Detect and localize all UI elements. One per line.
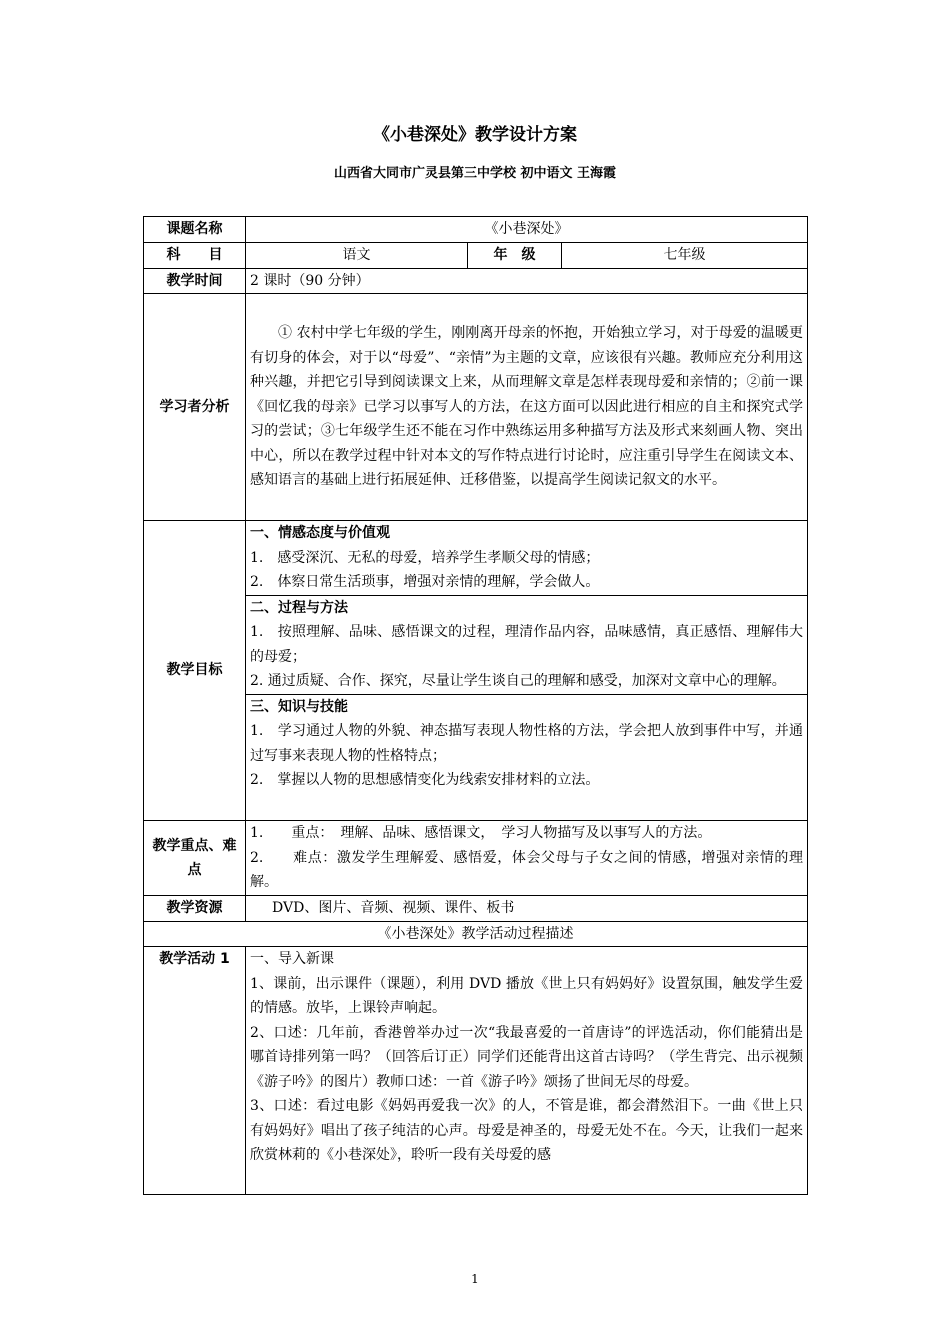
goals-section-knowledge bbox=[246, 695, 807, 793]
row-activity-1 bbox=[144, 947, 808, 1195]
goal-item: 1. 学习通过人物的外貌、神态描写表现人物性格的方法，学会把人放到事件中写，并通过写事来表现人物的性格特点； bbox=[250, 723, 803, 764]
row-subject bbox=[144, 242, 808, 268]
activity-paragraph: 3、口述：看过电影《妈妈再爱我一次》的人，不管是谁，都会潸然泪下。一曲《世上只有妈妈好》唱出了孩子纯洁的心声。母爱是神圣的，母爱无处不在。今天，让我们一起来欣赏林莉的《小巷深处》，聆听一段有关母爱的感 bbox=[250, 1098, 803, 1163]
key-points-content bbox=[246, 821, 808, 896]
lesson-plan-table bbox=[143, 216, 808, 1195]
learner-analysis-label: 学习者分析 bbox=[144, 294, 246, 521]
document-title: 《小巷深处》教学设计方案 bbox=[373, 125, 577, 145]
page-number: 1 bbox=[471, 1272, 479, 1286]
activity-heading: 一、导入新课 bbox=[250, 951, 334, 967]
subject-label: 科 目 bbox=[144, 242, 246, 268]
goals-section-process bbox=[246, 596, 807, 695]
activity-paragraph: 1、课前，出示课件（课题），利用 DVD 播放《世上只有妈妈好》设置氛围，触发学生爱的情感。放毕，上课铃声响起。 bbox=[250, 975, 803, 1016]
resources-value: DVD、图片、音频、视频、课件、板书 bbox=[246, 896, 808, 922]
row-learner-analysis bbox=[144, 294, 808, 521]
activity-1-label: 教学活动 1 bbox=[144, 947, 246, 1195]
goal-item: 1. 感受深沉、无私的母爱，培养学生孝顺父母的情感； bbox=[250, 549, 600, 566]
goals-section-emotion bbox=[246, 521, 807, 596]
goal-item: 2. 掌握以人物的思想感情变化为线索安排材料的立法。 bbox=[250, 772, 600, 788]
row-key-points bbox=[144, 821, 808, 896]
key-points-label: 教学重点、难点 bbox=[144, 821, 246, 896]
activity-1-content bbox=[246, 947, 808, 1195]
course-name-label: 课题名称 bbox=[144, 217, 246, 243]
subject-value: 语文 bbox=[246, 242, 468, 268]
goal-item: 2. 通过质疑、合作、探究，尽量让学生谈自己的理解和感受，加深对文章中心的理解。 bbox=[250, 673, 786, 689]
row-course-name bbox=[144, 217, 808, 243]
key-point-item: 2. 难点：激发学生理解爱、感悟爱，体会父母与子女之间的情感，增强对亲情的理解。 bbox=[250, 849, 803, 890]
grade-value: 七年级 bbox=[562, 242, 808, 268]
activity-paragraph: 2、口述：几年前，香港曾举办过一次“我最喜爱的一首唐诗”的评选活动，你们能猜出是哪首诗排列第一吗？（回答后订正）同学们还能背出这首古诗吗？（学生背完、出示视频《游子吟》的图片）教师口述：一首《游子吟》颂扬了世间无尽的母爱。 bbox=[250, 1024, 803, 1090]
goal-item: 1. 按照理解、品味、感悟课文的过程，理清作品内容，品味感情，真正感悟、理解伟大的母爱； bbox=[250, 624, 803, 665]
grade-label: 年 级 bbox=[468, 242, 562, 268]
teaching-time-value: 2 课时（90 分钟） bbox=[246, 268, 808, 294]
row-teaching-goals bbox=[144, 521, 808, 821]
goal-item: 2. 体察日常生活琐事，增强对亲情的理解，学会做人。 bbox=[250, 574, 600, 590]
learner-analysis-text: ① 农村中学七年级的学生，刚刚离开母亲的怀抱，开始独立学习，对于母爱的温暖更有切身的体会，对于以“母爱”、“亲情”为主题的文章，应该很有兴趣。教师应充分利用这种兴趣，并把它引导到阅读课文上来，从而理解文章是怎样表现母爱和亲情的；②前一课《回忆我的母亲》已学习以事写人的方法，在这方面可以因此进行相应的自主和探究式学习的尝试；③七年级学生还不能在习作中熟练运用多种描写方法及形式来刻画人物、突出中心，所以在教学过程中针对本文的写作特点进行讨论时，应注重引导学生在阅读文本、感知语言的基础上进行拓展延伸、迁移借鉴，以提高学生阅读记叙文的水平。 bbox=[246, 294, 808, 521]
process-header: 《小巷深处》教学活动过程描述 bbox=[144, 921, 808, 947]
teaching-goals-content bbox=[246, 521, 808, 821]
row-process-header bbox=[144, 921, 808, 947]
teaching-goals-label: 教学目标 bbox=[144, 521, 246, 821]
row-teaching-time bbox=[144, 268, 808, 294]
goals-section-title: 二、过程与方法 bbox=[250, 599, 348, 616]
row-resources bbox=[144, 896, 808, 922]
author-line: 山西省大同市广灵县第三中学校 初中语文 王海霞 bbox=[333, 166, 617, 181]
course-name-value: 《小巷深处》 bbox=[246, 217, 808, 243]
resources-label: 教学资源 bbox=[144, 896, 246, 922]
goals-section-title: 一、情感态度与价值观 bbox=[250, 525, 390, 541]
teaching-time-label: 教学时间 bbox=[144, 268, 246, 294]
key-point-item: 1. 重点： 理解、品味、感悟课文， 学习人物描写及以事写人的方法。 bbox=[250, 825, 712, 841]
goals-section-title: 三、知识与技能 bbox=[250, 698, 348, 715]
